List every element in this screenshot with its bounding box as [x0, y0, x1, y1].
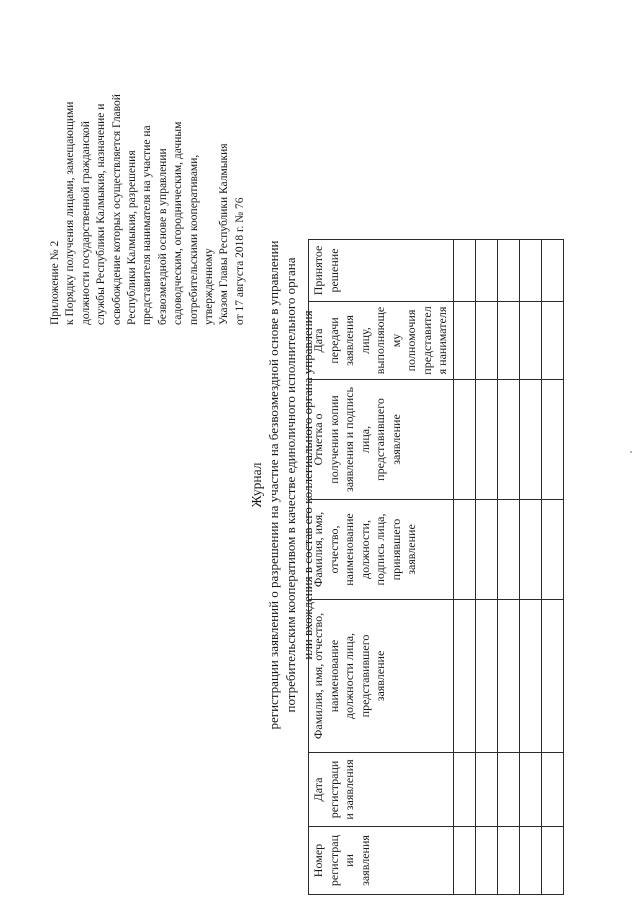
appendix-line: потребительскими кооперативами,: [187, 154, 200, 325]
header-line: регистраци: [326, 760, 341, 819]
table-cell: [497, 500, 519, 600]
header-line: получении копии: [326, 395, 341, 484]
table-cell: [541, 827, 563, 895]
header-line: передачи: [326, 317, 341, 364]
header-line: представившего: [357, 634, 372, 718]
header-line: Фамилия, имя,: [311, 511, 325, 588]
table-cell: [519, 302, 541, 380]
table-cell: [519, 827, 541, 895]
header-line: лицу,: [357, 327, 372, 354]
table-cell: [541, 753, 563, 827]
header-line: регистрац: [326, 834, 341, 887]
column-header-applicant: [309, 600, 454, 753]
table-cell: [497, 302, 519, 380]
table-cell: [541, 500, 563, 600]
table-row: [541, 240, 563, 895]
header-line: заявление: [373, 650, 387, 702]
appendix-line: Приложение № 2: [49, 240, 61, 325]
table-cell: [475, 500, 497, 600]
header-line: Фамилия, имя, отчество,: [311, 612, 325, 740]
appendix-line: от 17 августа 2018 г. № 76: [233, 197, 246, 325]
table-header-row: [309, 240, 454, 895]
header-line: должности,: [357, 520, 372, 579]
column-header-transfer-date: [309, 302, 454, 380]
table-cell: [519, 380, 541, 500]
journal-subtitle-line: регистрации заявлений о разрешении на участие на безвозмездной основе в управлении: [266, 240, 281, 730]
header-line: выполняюще: [373, 306, 387, 375]
journal-heading: Журнал: [249, 462, 264, 508]
header-line: заявления: [357, 835, 372, 886]
header-line: полномочия: [404, 309, 418, 372]
table-cell: [453, 302, 475, 380]
table-row: [519, 240, 541, 895]
header-line: Отметка о: [311, 413, 325, 466]
table-cell: [497, 240, 519, 302]
table-cell: [453, 753, 475, 827]
table-cell: [453, 500, 475, 600]
appendix-line: Указом Главы Республики Калмыкия: [218, 143, 231, 325]
appendix-line: безвозмездной основе в управлении: [156, 148, 169, 325]
appendix-line: должности государственной гражданской: [79, 121, 92, 325]
column-header-copy-mark: [309, 380, 454, 500]
header-line: принявшего: [388, 518, 403, 581]
header-line: заявления и подпись: [342, 386, 356, 493]
table-cell: [541, 240, 563, 302]
table-cell: [519, 600, 541, 753]
table-body: [453, 240, 563, 895]
table-cell: [475, 600, 497, 753]
appendix-line: службы Республики Калмыкия, назначение и: [95, 103, 108, 325]
header-line: му: [388, 333, 403, 348]
table-cell: [453, 380, 475, 500]
table-cell: [497, 380, 519, 500]
table-cell: [497, 753, 519, 827]
header-line: наименование: [326, 639, 341, 713]
table-cell: [453, 600, 475, 753]
header-line: ии: [342, 854, 356, 867]
table-cell: [453, 240, 475, 302]
header-line: заявления: [342, 315, 356, 366]
appendix-line: освобождение которых осуществляется Главой: [110, 94, 123, 325]
table-row: [475, 240, 497, 895]
header-line: и заявления: [342, 759, 356, 820]
header-line: заявление: [388, 414, 403, 465]
table-cell: [519, 753, 541, 827]
header-line: Номер: [311, 843, 325, 878]
journal-subtitle-line: или вхождения в состав его коллегиального органа управления: [300, 310, 315, 660]
header-line: представившего: [373, 398, 387, 481]
table-cell: [497, 600, 519, 753]
appendix-line: к Порядку получения лицами, замещающими: [64, 101, 77, 325]
column-header-receiver: [309, 500, 454, 600]
journal-subtitle-line: потребительским кооперативом в качестве единоличного исполнительного органа: [283, 257, 298, 713]
appendix-note: [48, 25, 248, 325]
table-row: [497, 240, 519, 895]
table-cell: [475, 240, 497, 302]
header-line: заявление: [404, 524, 418, 575]
table-cell: [519, 500, 541, 600]
header-line: наименование: [342, 513, 356, 586]
header-line: должности лица,: [342, 632, 356, 720]
header-line: подпись лица,: [373, 513, 387, 586]
table-cell: [475, 302, 497, 380]
appendix-line: представителя нанимателя на участие на: [141, 125, 154, 325]
header-line: Дата: [311, 777, 325, 802]
appendix-line: садоводческим, огородническим, дачным: [172, 121, 185, 325]
table-cell: [519, 240, 541, 302]
column-header-decision: [309, 240, 454, 302]
table-cell: [541, 600, 563, 753]
appendix-line: Республики Калмыкия, разрешения: [126, 150, 139, 325]
registration-journal-table: [308, 239, 564, 895]
header-line: Дата: [311, 328, 325, 353]
header-line: лица,: [357, 425, 372, 454]
column-header-date: [309, 753, 454, 827]
table-cell: [541, 302, 563, 380]
header-line: представител: [419, 306, 434, 375]
table-cell: [475, 827, 497, 895]
table-cell: [475, 380, 497, 500]
table-cell: [453, 827, 475, 895]
header-line: решение: [326, 248, 341, 293]
table-cell: [475, 753, 497, 827]
header-line: отчество,: [326, 525, 341, 574]
column-header-number: [309, 827, 454, 895]
journal-title: [248, 205, 316, 765]
header-line: Принятое: [311, 245, 325, 296]
table-cell: [497, 827, 519, 895]
header-line: я нанимателя: [435, 306, 449, 375]
table-cell: [541, 380, 563, 500]
scan-speck: [630, 451, 632, 453]
appendix-line: утвержденному: [203, 248, 216, 325]
table-row: [453, 240, 475, 895]
